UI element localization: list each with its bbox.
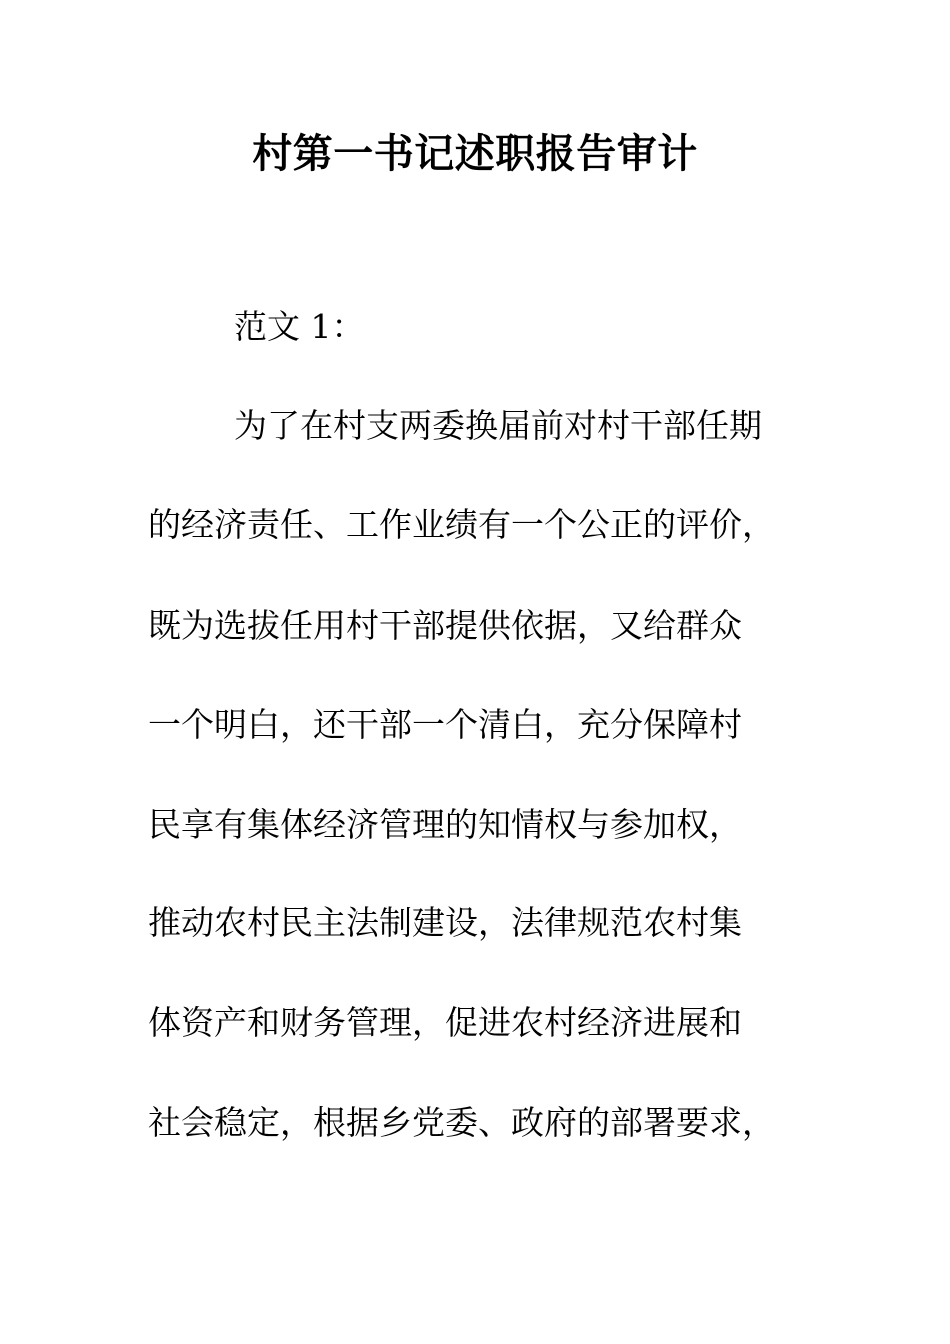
paragraph-line: 社会稳定，根据乡党委、政府的部署要求，	[148, 1103, 775, 1142]
paragraph-line: 的经济责任、工作业绩有一个公正的评价，	[148, 505, 775, 544]
section-label: 范文 1：	[234, 307, 365, 346]
paragraph-line: 既为选拔任用村干部提供依据，又给群众	[148, 606, 742, 645]
paragraph-line: 体资产和财务管理，促进农村经济进展和	[148, 1003, 742, 1042]
paragraph-line: 民享有集体经济管理的知情权与参加权，	[148, 805, 742, 844]
document-title: 村第一书记述职报告审计	[252, 130, 698, 177]
paragraph-line: 一个明白，还干部一个清白，充分保障村	[148, 705, 742, 744]
paragraph-line: 为了在村支两委换届前对村干部任期	[234, 406, 762, 445]
paragraph-line: 推动农村民主法制建设，法律规范农村集	[148, 903, 742, 942]
